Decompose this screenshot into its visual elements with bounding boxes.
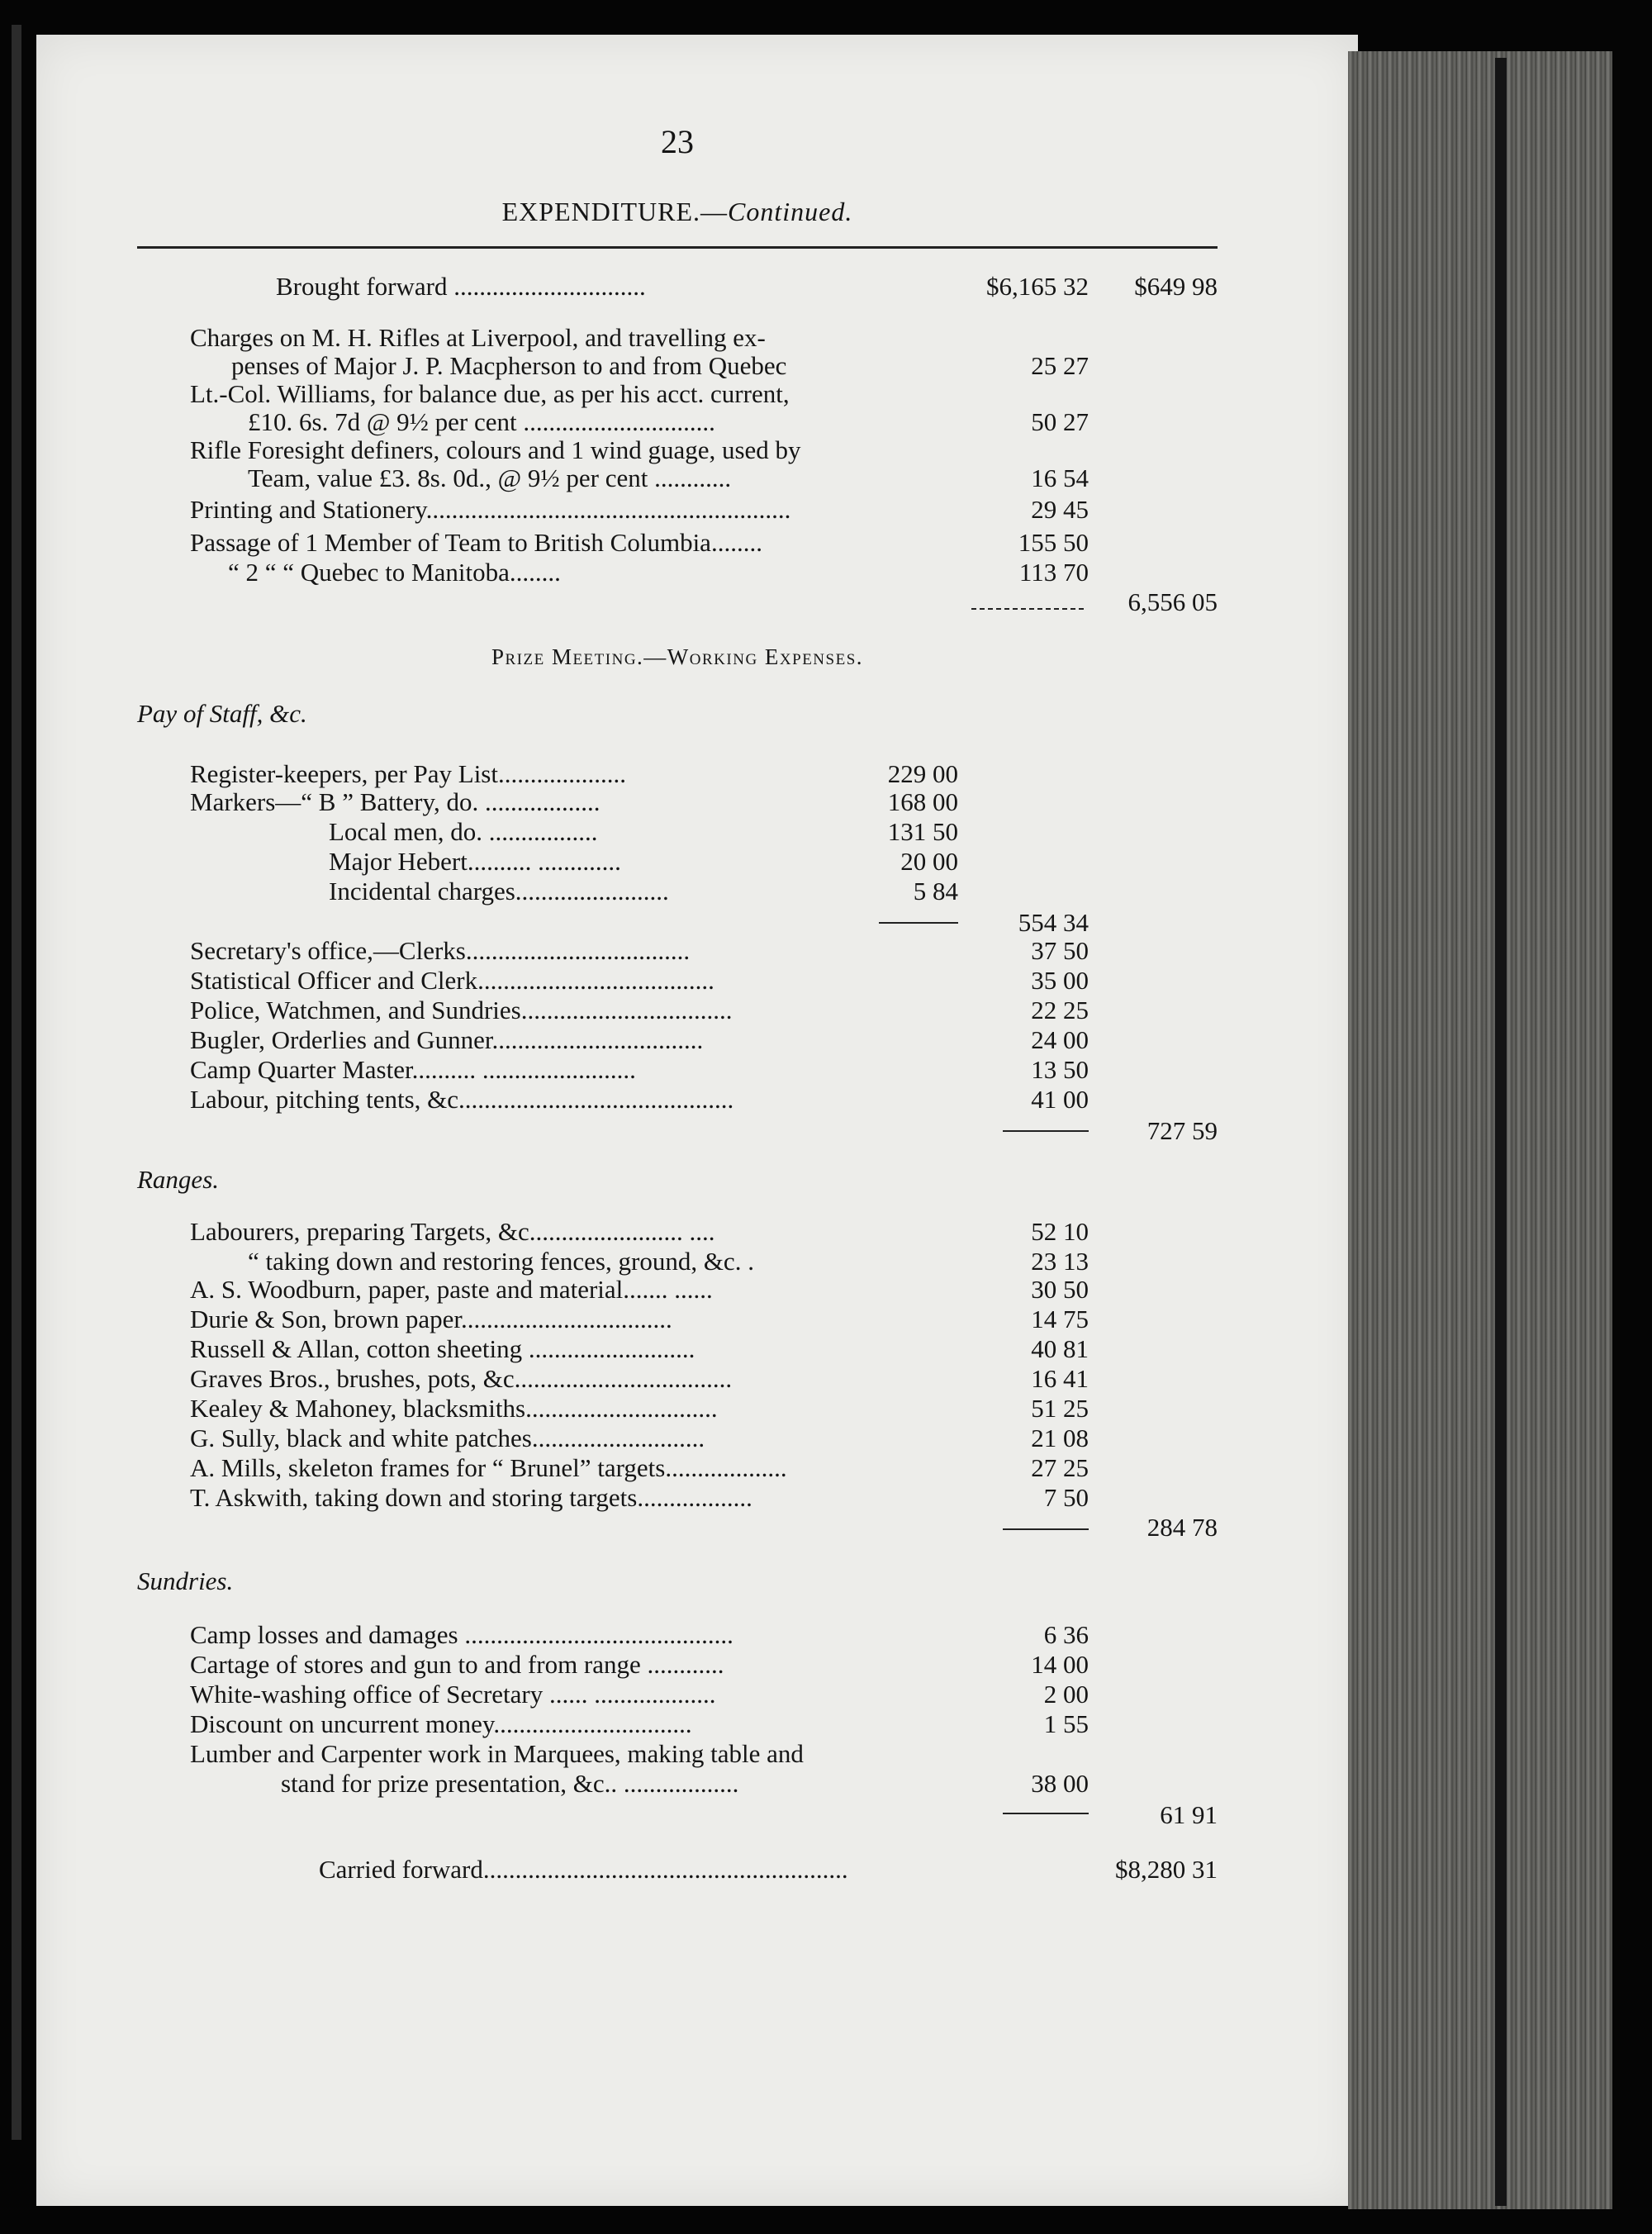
staff-sub-item-amount: 5 84 (913, 877, 958, 905)
staff-sub-item-text: Markers—“ B ” Battery, do. (190, 787, 479, 816)
staff-sub-item-text: Register-keepers, per Pay List (190, 759, 498, 788)
staff-item-text: Secretary's office,—Clerks (190, 936, 466, 965)
ranges-item-amount: 23 13 (1031, 1247, 1089, 1276)
title-rule (137, 246, 1218, 249)
staff-sub-item: Major Hebert.......... ............. (329, 847, 621, 876)
item-printing-text: Printing and Stationery (190, 495, 426, 524)
sundries-total-rule (1003, 1813, 1089, 1814)
item-foresight-line2-text: Team, value £3. 8s. 0d., @ 9½ per cent (248, 463, 648, 492)
ranges-item: Russell & Allan, cotton sheeting .......................... (190, 1334, 695, 1363)
staff-item-text: Bugler, Orderlies and Gunner (190, 1025, 492, 1054)
scan-left-edge (12, 25, 21, 2140)
ranges-item: Kealey & Mahoney, blacksmiths.............................. (190, 1394, 718, 1423)
ranges-item: A. Mills, skeleton frames for “ Brunel” targets................... (190, 1453, 787, 1482)
sundries-item-amount: 1 55 (1043, 1709, 1089, 1738)
page-title (0, 197, 1355, 227)
item-passage-2-text: “ 2 “ “ Quebec to Manitoba (228, 558, 510, 587)
item-foresight-amount: 16 54 (1031, 463, 1089, 492)
staff-total-rule (1003, 1130, 1089, 1132)
staff-sub-item: Markers—“ B ” Battery, do. .................. (190, 787, 601, 816)
carried-forward-label: Carried forward......................................................... (319, 1855, 848, 1884)
ranges-item: A. S. Woodburn, paper, paste and material....... ...... (190, 1275, 713, 1304)
ranges-total-rule (1003, 1528, 1089, 1530)
item-foresight-line2: Team, value £3. 8s. 0d., @ 9½ per cent ............ (248, 463, 732, 492)
title-main: EXPENDITURE.— (501, 197, 729, 226)
ranges-item-amount: 21 08 (1031, 1424, 1089, 1452)
sundries-item-text: Camp losses and damages (190, 1620, 458, 1649)
staff-item-text: Statistical Officer and Clerk (190, 966, 478, 995)
staff-item-amount: 13 50 (1031, 1055, 1089, 1084)
staff-sub-item-text: Incidental charges (329, 877, 515, 905)
ranges-item-amount: 30 50 (1031, 1275, 1089, 1304)
first-section-total: 6,556 05 (1127, 587, 1218, 616)
staff-sub-item-amount: 229 00 (887, 759, 958, 788)
staff-sub-item-amount: 20 00 (900, 847, 958, 876)
staff-total: 727 59 (1146, 1116, 1218, 1145)
ranges-item-text: Labourers, preparing Targets, &c (190, 1217, 529, 1246)
sundries-item-amount: 6 36 (1043, 1620, 1089, 1649)
brought-forward-total: $649 98 (1134, 272, 1218, 301)
item-williams-line1: Lt.-Col. Williams, for balance due, as per his acct. current, (190, 379, 790, 408)
ranges-item-amount: 52 10 (1031, 1217, 1089, 1246)
brought-forward-amount: $6,165 32 (986, 272, 1089, 301)
item-passage-2-label: “ 2 “ “ Quebec to Manitoba........ (228, 558, 561, 587)
sundries-item-amount: 38 00 (1031, 1769, 1089, 1798)
ranges-item-text: Graves Bros., brushes, pots, &c (190, 1364, 515, 1393)
item-williams-line2: £10. 6s. 7d @ 9½ per cent .............................. (248, 407, 715, 436)
book-spine-shadow (1495, 58, 1507, 2206)
item-foresight-line1: Rifle Foresight definers, colours and 1 wind guage, used by (190, 435, 801, 464)
ranges-item: “ taking down and restoring fences, ground, &c. . (248, 1247, 754, 1276)
staff-sub-item-text: Major Hebert (329, 847, 468, 876)
ranges-item-text: A. Mills, skeleton frames for “ Brunel” targets (190, 1453, 666, 1482)
sundries-item-amount: 14 00 (1031, 1650, 1089, 1679)
item-charges-amount: 25 27 (1031, 351, 1089, 380)
sundries-item: Camp losses and damages .......................................... (190, 1620, 733, 1649)
title-suffix: Continued. (728, 197, 853, 226)
ranges-total: 284 78 (1146, 1513, 1218, 1542)
staff-item-text: Camp Quarter Master (190, 1055, 412, 1084)
staff-item-amount: 22 25 (1031, 996, 1089, 1024)
sundries-item-text: White-washing office of Secretary (190, 1680, 544, 1709)
ranges-item-text: Russell & Allan, cotton sheeting (190, 1334, 523, 1363)
sundries-item-text: Cartage of stores and gun to and from range (190, 1650, 641, 1679)
sundries-total: 61 91 (1160, 1800, 1218, 1829)
staff-item-amount: 24 00 (1031, 1025, 1089, 1054)
item-passage-1-amount: 155 50 (1018, 528, 1089, 557)
staff-sub-item-amount: 131 50 (887, 817, 958, 846)
sundries-item-line2-text: stand for prize presentation, &c (281, 1769, 605, 1798)
item-printing-label: Printing and Stationery......................................................... (190, 495, 791, 524)
sundries-heading: Sundries. (137, 1566, 234, 1595)
staff-item: Police, Watchmen, and Sundries................................. (190, 996, 733, 1024)
item-williams-amount: 50 27 (1031, 407, 1089, 436)
ranges-item-amount: 7 50 (1043, 1483, 1089, 1512)
staff-subtotal: 554 34 (1018, 908, 1089, 937)
sundries-item: Cartage of stores and gun to and from range ............ (190, 1650, 724, 1679)
item-williams-line2-text: £10. 6s. 7d @ 9½ per cent (248, 407, 517, 436)
carried-forward-total: $8,280 31 (1115, 1855, 1218, 1884)
sundries-item: Discount on uncurrent money............................... (190, 1709, 692, 1738)
ranges-item: T. Askwith, taking down and storing targets.................. (190, 1483, 752, 1512)
ranges-item-text: Kealey & Mahoney, blacksmiths (190, 1394, 526, 1423)
ranges-item-amount: 16 41 (1031, 1364, 1089, 1393)
item-charges-line1: Charges on M. H. Rifles at Liverpool, and travelling ex- (190, 323, 766, 352)
section-heading: Prize Meeting.—Working Expenses. (491, 644, 864, 669)
staff-item-amount: 35 00 (1031, 966, 1089, 995)
staff-item: Secretary's office,—Clerks................................... (190, 936, 691, 965)
staff-item-amount: 37 50 (1031, 936, 1089, 965)
ranges-item: Labourers, preparing Targets, &c........................ .... (190, 1217, 715, 1246)
staff-item-amount: 41 00 (1031, 1085, 1089, 1114)
brought-forward-text: Brought forward (276, 272, 448, 301)
staff-sub-item: Register-keepers, per Pay List.................... (190, 759, 626, 788)
ranges-heading: Ranges. (137, 1165, 220, 1194)
sundries-item-line1: Lumber and Carpenter work in Marquees, making table and (190, 1739, 804, 1768)
page-number: 23 (661, 123, 694, 160)
brought-forward-label: Brought forward .............................. (276, 272, 646, 301)
staff-subtotal-rule (879, 922, 958, 924)
ranges-item-text: T. Askwith, taking down and storing targets (190, 1483, 638, 1512)
ranges-item-text: G. Sully, black and white patches (190, 1424, 532, 1452)
staff-sub-item-text: Local men, do. (329, 817, 482, 846)
ranges-item: Durie & Son, brown paper................................. (190, 1305, 672, 1333)
pay-of-staff-heading: Pay of Staff, &c. (137, 699, 307, 728)
ranges-item-text: Durie & Son, brown paper (190, 1305, 462, 1333)
staff-item-text: Labour, pitching tents, &c (190, 1085, 459, 1114)
staff-sub-item: Incidental charges........................ (329, 877, 669, 905)
staff-item-text: Police, Watchmen, and Sundries (190, 996, 521, 1024)
sundries-item-line2: stand for prize presentation, &c.. .................. (281, 1769, 739, 1798)
staff-item: Labour, pitching tents, &c........................................... (190, 1085, 734, 1114)
ranges-item: G. Sully, black and white patches........................... (190, 1424, 705, 1452)
item-passage-2-amount: 113 70 (1018, 558, 1089, 587)
sundries-item: White-washing office of Secretary ...... ................... (190, 1680, 716, 1709)
ranges-item-amount: 51 25 (1031, 1394, 1089, 1423)
item-passage-1-text: Passage of 1 Member of Team to British Columbia (190, 528, 711, 557)
item-passage-1-label: Passage of 1 Member of Team to British Columbia........ (190, 528, 762, 557)
book-page-edges (1348, 51, 1612, 2209)
staff-item: Camp Quarter Master.......... ........................ (190, 1055, 636, 1084)
staff-item: Statistical Officer and Clerk..................................... (190, 966, 714, 995)
item-charges-line2: penses of Major J. P. Macpherson to and from Quebec (231, 351, 787, 380)
staff-sub-item: Local men, do. ................. (329, 817, 598, 846)
ranges-item-text: “ taking down and restoring fences, ground, &c. (248, 1247, 742, 1276)
item-printing-amount: 29 45 (1031, 495, 1089, 524)
first-section-rule (971, 608, 1084, 610)
staff-sub-item-amount: 168 00 (887, 787, 958, 816)
ranges-item-amount: 40 81 (1031, 1334, 1089, 1363)
ranges-item-text: A. S. Woodburn, paper, paste and material (190, 1275, 624, 1304)
ranges-item-amount: 27 25 (1031, 1453, 1089, 1482)
ranges-item: Graves Bros., brushes, pots, &c.................................. (190, 1364, 733, 1393)
ranges-item-amount: 14 75 (1031, 1305, 1089, 1333)
sundries-item-amount: 2 00 (1043, 1680, 1089, 1709)
sundries-item-text: Discount on uncurrent money (190, 1709, 494, 1738)
carried-forward-text: Carried forward (319, 1855, 483, 1884)
staff-item: Bugler, Orderlies and Gunner................................. (190, 1025, 704, 1054)
